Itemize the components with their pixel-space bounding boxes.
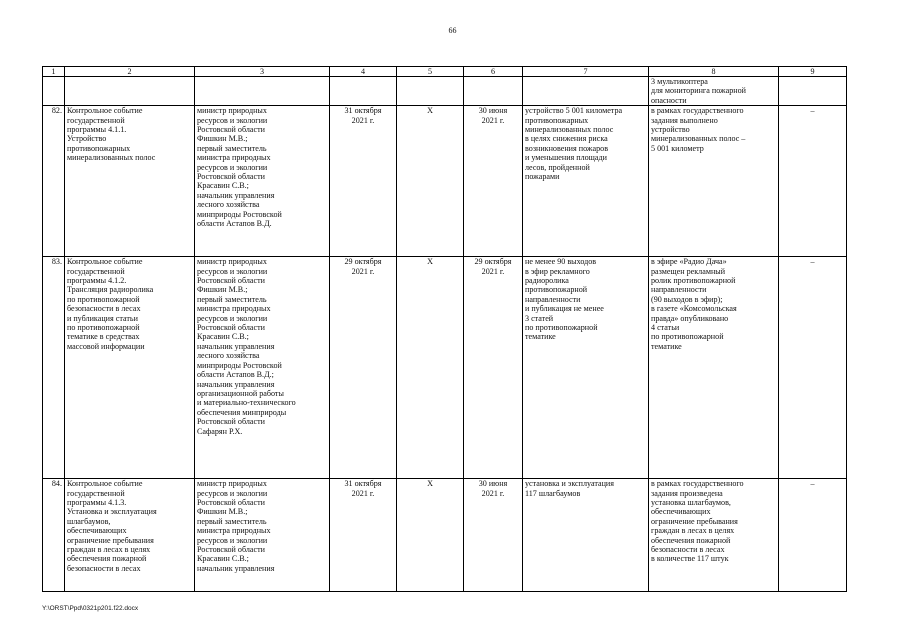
header-col-9: 9 (779, 67, 847, 77)
col5-mark: Х (397, 479, 464, 592)
event-name: Контрольное событие государственной программы 4.1.2. Трансляция радиоролика по противопожарной безопасности в лесах и публикация статьи по противопожарной тематике в средствах массовой информации (65, 257, 195, 479)
page-number: 66 (448, 26, 457, 35)
header-col-8: 8 (649, 67, 779, 77)
fact-date: 30 июня 2021 г. (464, 106, 523, 257)
planned-result: не менее 90 выходов в эфир рекламного радиоролика противопожарной направленности и публикация не менее 3 статей по противопожарной тематике (523, 257, 649, 479)
actual-result: в рамках государственного задания произведена установка шлагбаумов, обеспечивающих ограничение пребывания граждан в лесах в целях обеспечения пожарной безопасности в лесах в количестве 117 штук (649, 479, 779, 592)
note: – (779, 257, 847, 479)
header-col-3: 3 (195, 67, 330, 77)
header-col-4: 4 (330, 67, 397, 77)
plan-date: 31 октября 2021 г. (330, 479, 397, 592)
responsible-persons: министр природных ресурсов и экологии Ростовской области Фишкин М.В.; первый заместитель министра природных ресурсов и экологии Ростовской области Красавин С.В.; начальник управления лесного хозяйства минприроды Ростовской области Астапов В.Д. (195, 106, 330, 257)
row-number: 83. (43, 257, 65, 479)
header-col-6: 6 (464, 67, 523, 77)
fact-date: 30 июня 2021 г. (464, 479, 523, 592)
header-col-7: 7 (523, 67, 649, 77)
row-number: 82. (43, 106, 65, 257)
report-table (42, 66, 847, 592)
header-col-1: 1 (43, 67, 65, 77)
header-col-2: 2 (65, 67, 195, 77)
event-name: Контрольное событие государственной программы 4.1.3. Установка и эксплуатация шлагбаумов, обеспечивающих ограничение пребывания граждан в лесах в целях обеспечения пожарной безопасности в лесах (65, 479, 195, 592)
file-path-footer: Y:\ORST\Ppd\0321p201.f22.docx (42, 605, 139, 612)
table-row (43, 257, 847, 479)
table-row (43, 479, 847, 592)
responsible-persons: министр природных ресурсов и экологии Ростовской области Фишкин М.В.; первый заместитель министра природных ресурсов и экологии Ростовской области Красавин С.В.; начальник управления лесного хозяйства минприроды Ростовской области Астапов В.Д.; начальник управления организационной работы и материально-технического обеспечения минприроды Ростовской области Сафарян Р.Х. (195, 257, 330, 479)
col5-mark: Х (397, 106, 464, 257)
actual-result: в рамках государственного задания выполнено устройство минерализованных полос – 5 001 километр (649, 106, 779, 257)
row-number: 84. (43, 479, 65, 592)
event-name: Контрольное событие государственной программы 4.1.1. Устройство противопожарных минерализованных полос (65, 106, 195, 257)
plan-date: 29 октября 2021 г. (330, 257, 397, 479)
continuation-row (43, 77, 847, 106)
fact-date: 29 октября 2021 г. (464, 257, 523, 479)
table-row (43, 106, 847, 257)
plan-date: 31 октября 2021 г. (330, 106, 397, 257)
responsible-persons: министр природных ресурсов и экологии Ростовской области Фишкин М.В.; первый заместитель министра природных ресурсов и экологии Ростовской области Красавин С.В.; начальник управления (195, 479, 330, 592)
note: – (779, 479, 847, 592)
actual-result: в эфире «Радио Дача» размещен рекламный ролик противопожарной направленности (90 выходов в эфир); в газете «Комсомольская правда» опубликовано 4 статьи по противопожарной тематике (649, 257, 779, 479)
note: – (779, 106, 847, 257)
continuation-actual-result: 3 мультикоптера для мониторинга пожарной опасности (649, 77, 779, 106)
planned-result: установка и эксплуатация 117 шлагбаумов (523, 479, 649, 592)
header-row (43, 67, 847, 77)
col5-mark: Х (397, 257, 464, 479)
planned-result: устройство 5 001 километра противопожарных минерализованных полос в целях снижения риска возникновения пожаров и уменьшения площади лесов, пройденной пожарами (523, 106, 649, 257)
header-col-5: 5 (397, 67, 464, 77)
